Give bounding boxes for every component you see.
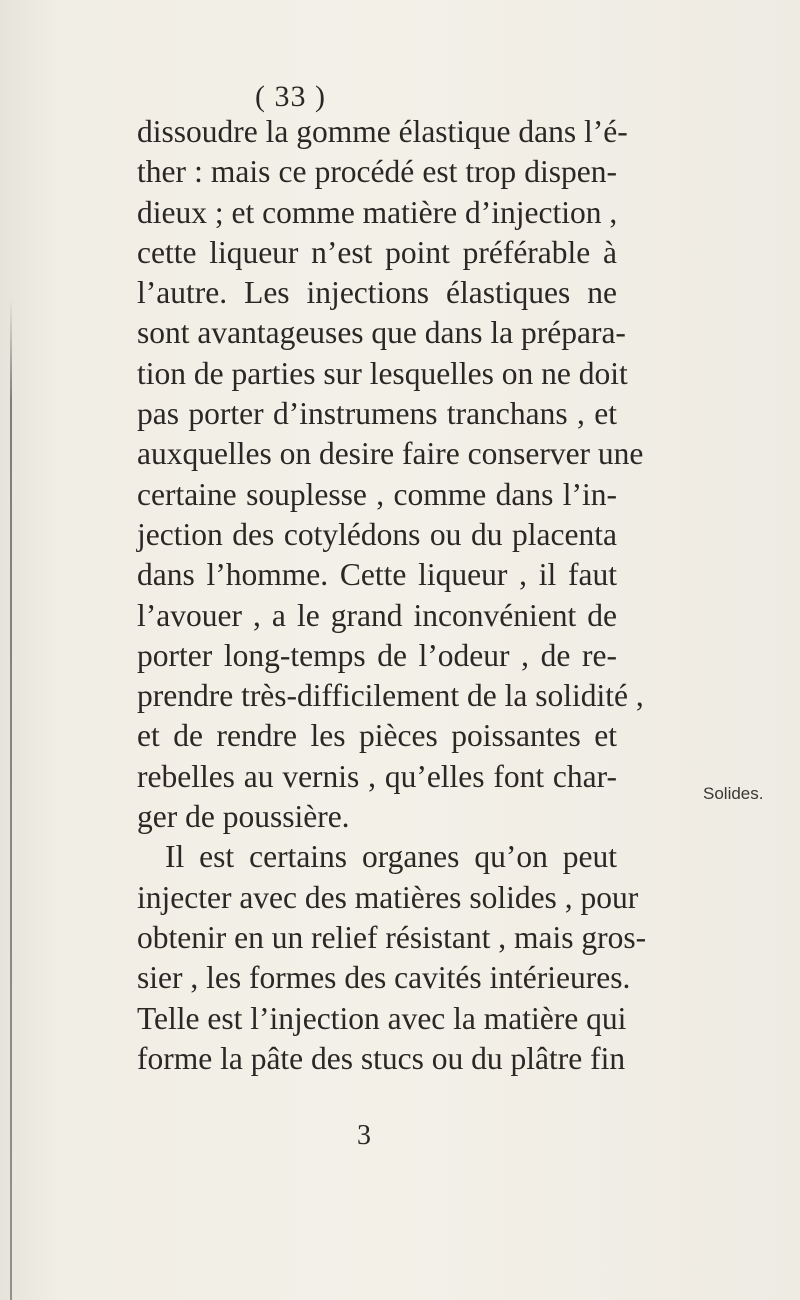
text-line: cette liqueur n’est point préférable à [137, 234, 617, 270]
body-text [137, 112, 647, 1079]
page-number-header: ( 33 ) [255, 80, 326, 113]
text-line: sier , les formes des cavités intérieures. [137, 960, 631, 996]
text-line: pas porter d’instrumens tranchans , et [137, 396, 617, 432]
text-line: sont avantageuses que dans la prépara- [137, 315, 626, 351]
text-line: certaine souplesse , comme dans l’in- [137, 476, 617, 512]
text-line: dieux ; et comme matière d’injection , [137, 194, 618, 230]
text-line: tion de parties sur lesquelles on ne doit [137, 355, 628, 391]
text-line: prendre très-difficilement de la solidité , [137, 678, 644, 714]
text-line: jection des cotylédons ou du placenta [137, 516, 617, 552]
text-line: et de rendre les pièces poissantes et [137, 718, 617, 754]
text-line: l’autre. Les injections élastiques ne [137, 275, 617, 311]
text-line: rebelles au vernis , qu’elles font char- [137, 758, 617, 794]
text-line: obtenir en un relief résistant , mais gros- [137, 919, 647, 955]
page-edge-shadow [10, 300, 12, 1300]
text-line: Telle est l’injection avec la matière qui [137, 1000, 627, 1036]
margin-note: Solides. [703, 784, 764, 803]
text-line: forme la pâte des stucs ou du plâtre fin [137, 1040, 626, 1076]
text-line: Il est certains organes qu’on peut [165, 839, 617, 875]
text-line: l’avouer , a le grand inconvénient de [137, 597, 617, 633]
text-line: ther : mais ce procédé est trop dispen- [137, 154, 617, 190]
signature-mark: 3 [357, 1120, 371, 1151]
text-line: injecter avec des matières solides , pour [137, 879, 639, 915]
text-line: auxquelles on desire faire conserver une [137, 436, 644, 472]
text-line: dissoudre la gomme élastique dans l’é- [137, 114, 628, 149]
text-line: ger de poussière. [137, 799, 350, 835]
text-line: dans l’homme. Cette liqueur , il faut [137, 557, 617, 593]
text-line: porter long-temps de l’odeur , de re- [137, 637, 617, 673]
